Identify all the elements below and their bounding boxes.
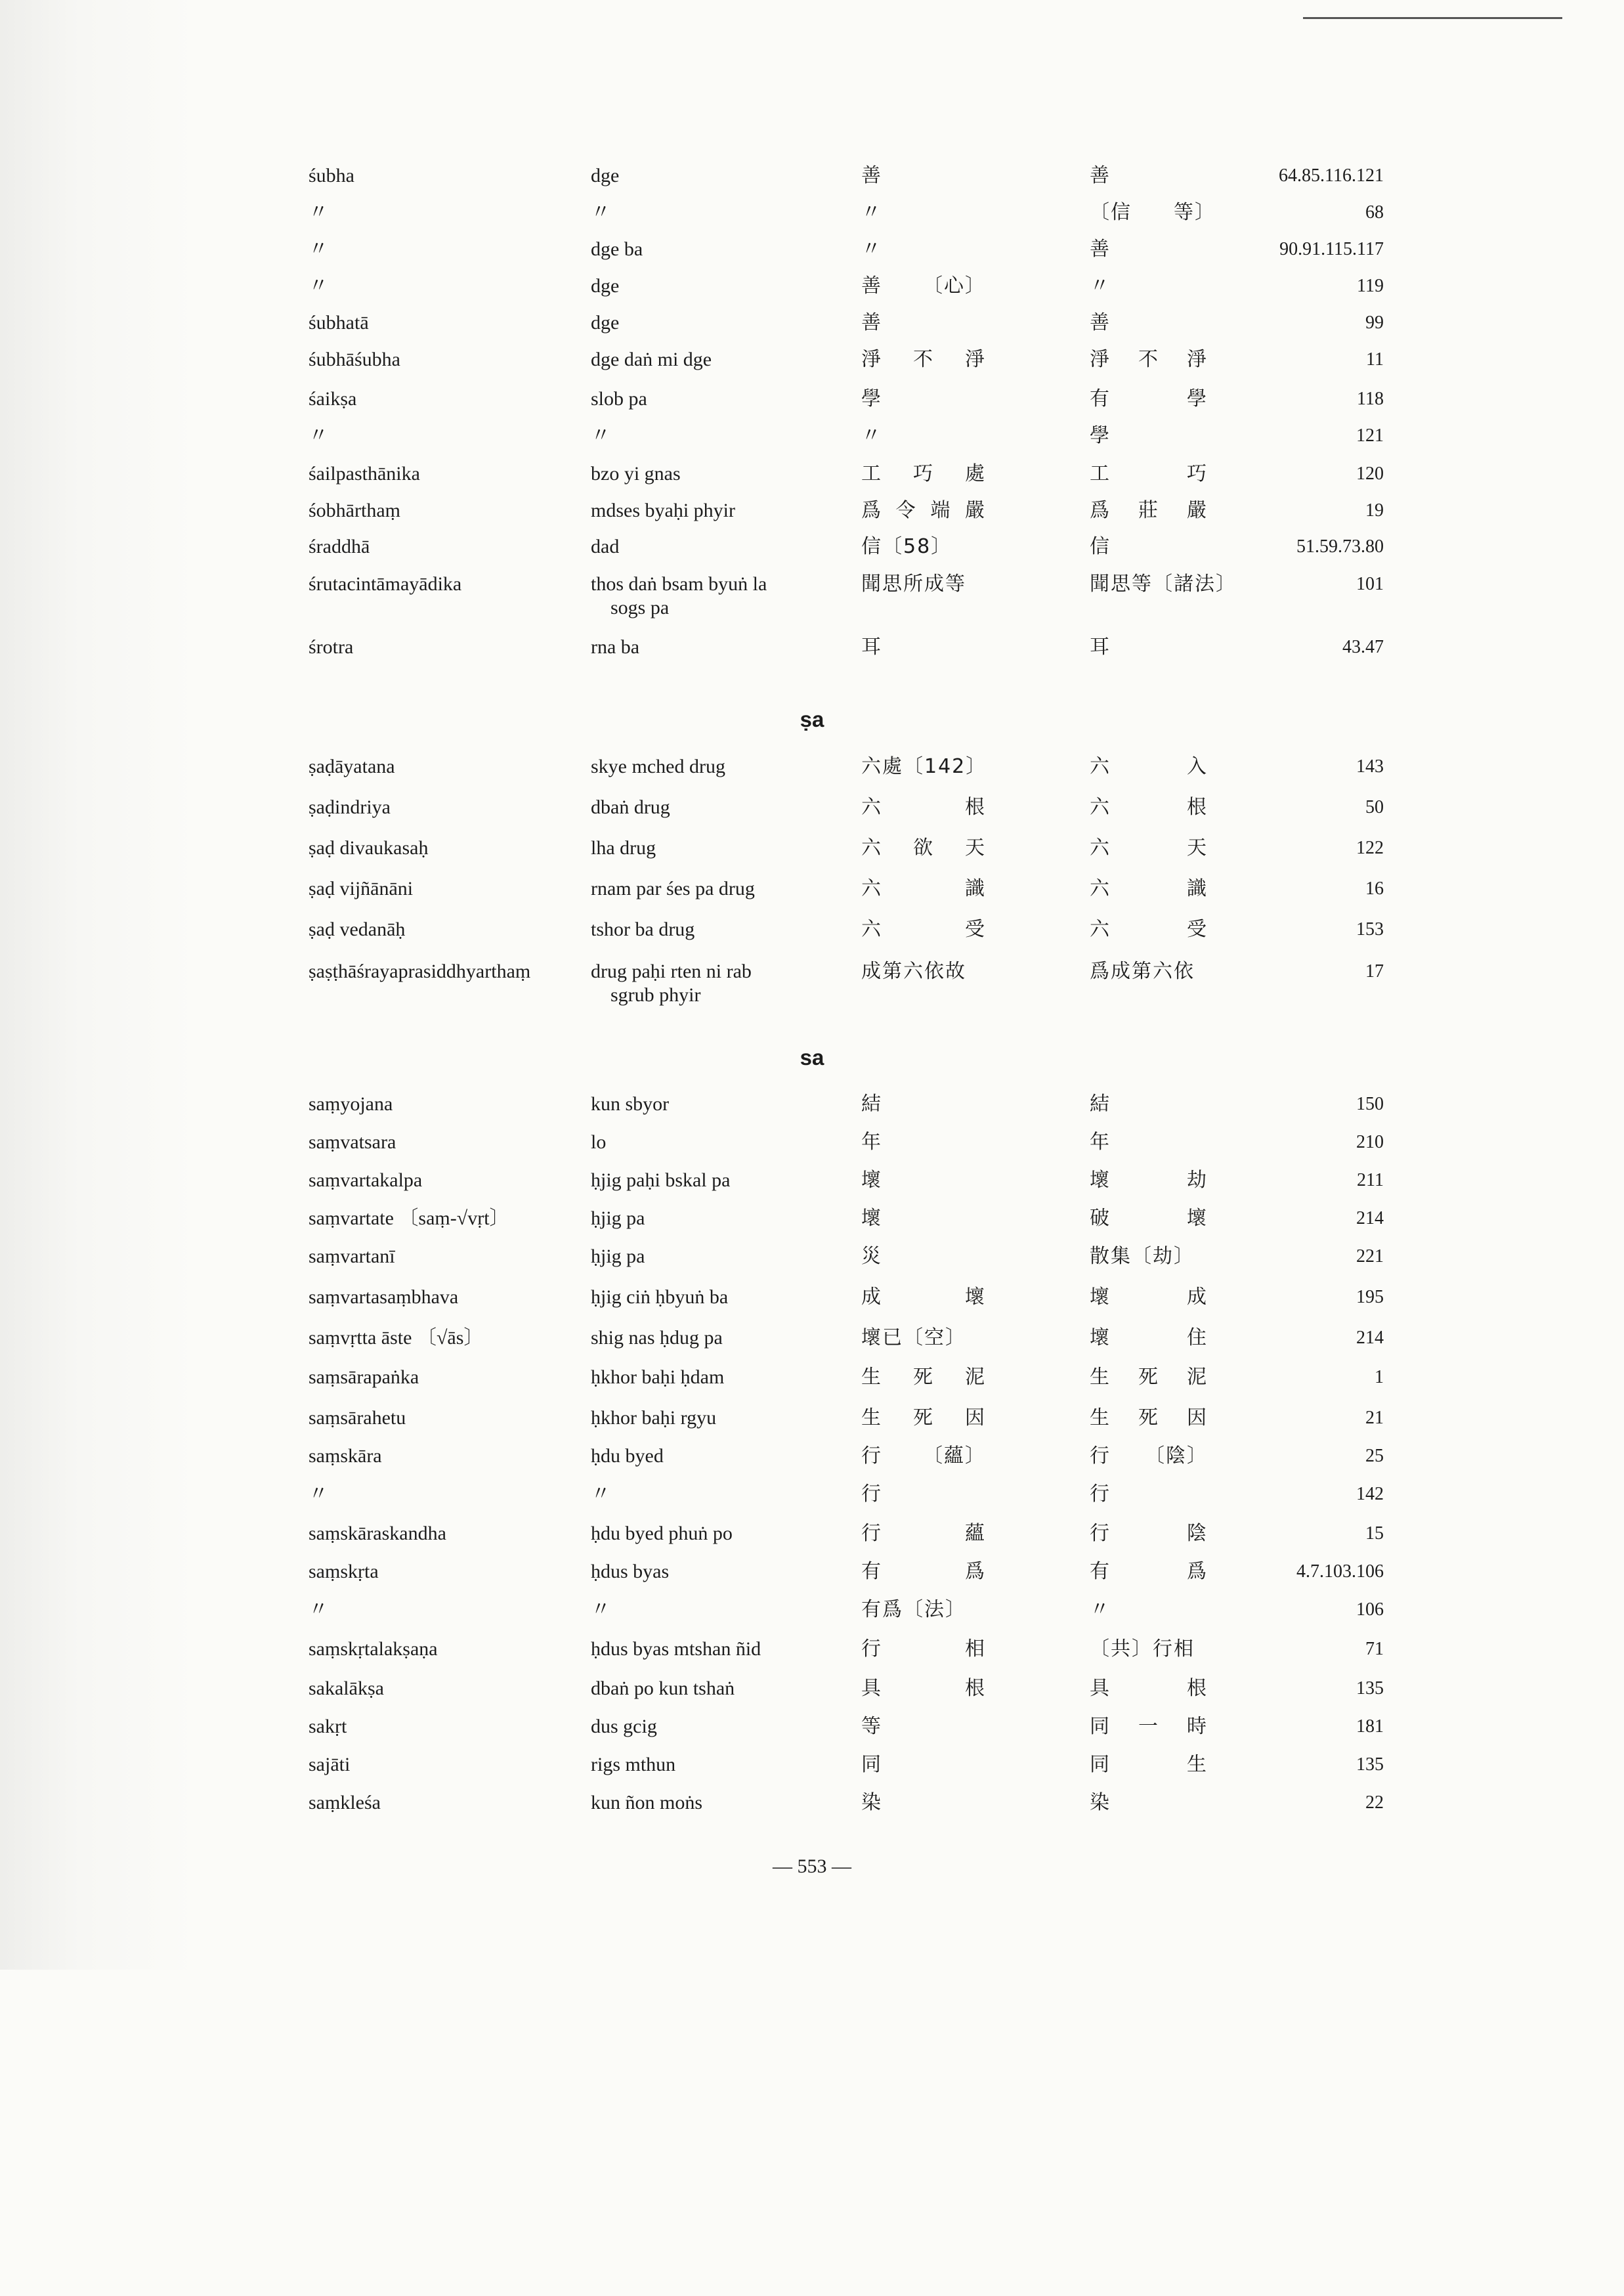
tibetan-term bbox=[591, 1598, 610, 1622]
verse-reference: 210 bbox=[1356, 1132, 1384, 1152]
tibetan-line: rna ba bbox=[591, 636, 640, 658]
chinese-translation-1: 〃 bbox=[861, 201, 882, 224]
top-rule bbox=[1303, 17, 1562, 19]
tibetan-line: ḥkhor baḥi ḥdam bbox=[591, 1366, 725, 1388]
sanskrit-term: śubha bbox=[309, 165, 354, 186]
chinese-translation-2: 壞 劫 bbox=[1090, 1169, 1208, 1192]
chinese-translation-2: 學 bbox=[1090, 424, 1111, 447]
sanskrit-term: 〃 bbox=[309, 1483, 328, 1505]
tibetan-line: ḥdu byed bbox=[591, 1445, 664, 1467]
chinese-translation-2: 爲 莊 嚴 bbox=[1090, 499, 1208, 522]
chinese-translation-1: 生 死 泥 bbox=[861, 1366, 986, 1389]
chinese-translation-2: 〔共〕行相 bbox=[1090, 1637, 1195, 1660]
verse-reference: 195 bbox=[1356, 1287, 1384, 1307]
verse-reference: 16 bbox=[1365, 878, 1384, 899]
sanskrit-term: 〃 bbox=[309, 238, 328, 260]
index-entry bbox=[0, 1677, 1624, 1714]
index-entry bbox=[0, 1522, 1624, 1559]
tibetan-term bbox=[591, 387, 647, 411]
chinese-translation-2: 〔信 等〕 bbox=[1090, 201, 1216, 224]
index-entry bbox=[0, 1791, 1624, 1828]
chinese-translation-2: 壞 成 bbox=[1090, 1286, 1208, 1309]
sanskrit-term: śraddhā bbox=[309, 536, 370, 557]
chinese-translation-2: 〃 bbox=[1090, 274, 1111, 297]
verse-reference: 101 bbox=[1356, 574, 1384, 594]
verse-reference: 71 bbox=[1365, 1639, 1384, 1659]
verse-reference: 21 bbox=[1365, 1408, 1384, 1428]
index-entry bbox=[0, 1131, 1624, 1167]
verse-reference: 64.85.116.121 bbox=[1279, 165, 1384, 186]
sanskrit-term: saṃskṛta bbox=[309, 1561, 379, 1582]
verse-reference: 214 bbox=[1356, 1208, 1384, 1228]
chinese-translation-1: 行 〔蘊〕 bbox=[861, 1444, 986, 1467]
tibetan-continuation: sogs pa bbox=[610, 597, 670, 618]
index-entry bbox=[0, 311, 1624, 348]
sanskrit-term: saṃvartakalpa bbox=[309, 1169, 423, 1191]
chinese-translation-2: 爲成第六依 bbox=[1090, 960, 1195, 983]
tibetan-line: ḥjig paḥi bskal pa bbox=[591, 1169, 731, 1191]
chinese-translation-1: 成第六依故 bbox=[861, 960, 966, 983]
section-heading: ṣa bbox=[800, 707, 824, 731]
sanskrit-term: saṃvartate 〔saṃ-√vṛt〕 bbox=[309, 1207, 509, 1229]
index-entry bbox=[0, 1560, 1624, 1597]
chinese-translation-2: 行 bbox=[1090, 1483, 1111, 1505]
verse-reference: 135 bbox=[1356, 1754, 1384, 1775]
tibetan-line: lha drug bbox=[591, 837, 656, 859]
chinese-translation-1: 〃 bbox=[861, 424, 882, 447]
chinese-translation-1: 染 bbox=[861, 1791, 882, 1814]
verse-reference: 214 bbox=[1356, 1328, 1384, 1348]
sanskrit-term: saṃvatsara bbox=[309, 1131, 396, 1153]
chinese-translation-1: 六 欲 天 bbox=[861, 836, 986, 859]
chinese-translation-2: 結 bbox=[1090, 1093, 1111, 1116]
chinese-translation-2: 具 根 bbox=[1090, 1677, 1208, 1700]
verse-reference: 22 bbox=[1365, 1792, 1384, 1813]
index-entry bbox=[0, 1093, 1624, 1129]
tibetan-line: tshor ba drug bbox=[591, 919, 695, 940]
index-entry bbox=[0, 755, 1624, 792]
sanskrit-term: 〃 bbox=[309, 425, 328, 446]
sanskrit-term: ṣaḍ vijñānāni bbox=[309, 878, 414, 899]
verse-reference: 150 bbox=[1356, 1094, 1384, 1114]
tibetan-line: rnam par śes pa drug bbox=[591, 878, 755, 899]
tibetan-term bbox=[591, 1131, 606, 1154]
tibetan-line: dbaṅ drug bbox=[591, 796, 670, 818]
tibetan-term bbox=[591, 274, 619, 298]
chinese-translation-1: 壞 bbox=[861, 1207, 882, 1230]
chinese-translation-1: 六 受 bbox=[861, 918, 986, 941]
tibetan-term bbox=[591, 1093, 669, 1116]
verse-reference: 99 bbox=[1365, 313, 1384, 333]
index-entry bbox=[0, 201, 1624, 238]
sanskrit-term: saṃskṛtalakṣaṇa bbox=[309, 1638, 438, 1660]
index-entry bbox=[0, 1444, 1624, 1481]
tibetan-line: shig nas ḥdug pa bbox=[591, 1327, 723, 1349]
sanskrit-term: saṃskāra bbox=[309, 1445, 382, 1467]
index-entry bbox=[0, 918, 1624, 955]
tibetan-line: ḥjig pa bbox=[591, 1245, 645, 1267]
sanskrit-term: śrutacintāmayādika bbox=[309, 573, 462, 595]
chinese-translation-2: 六 根 bbox=[1090, 796, 1208, 819]
sanskrit-term: 〃 bbox=[309, 275, 328, 297]
index-entry bbox=[0, 535, 1624, 572]
tibetan-line: dge ba bbox=[591, 238, 643, 260]
chinese-translation-2: 聞思等〔諸法〕 bbox=[1090, 573, 1237, 596]
index-entry bbox=[0, 1326, 1624, 1363]
verse-reference: 25 bbox=[1365, 1446, 1384, 1466]
sanskrit-term: sakṛt bbox=[309, 1716, 347, 1737]
chinese-translation-1: 聞思所成等 bbox=[861, 573, 966, 596]
page-number: 553 bbox=[797, 1855, 827, 1877]
tibetan-term bbox=[591, 238, 643, 261]
verse-reference: 211 bbox=[1357, 1170, 1384, 1190]
index-entry bbox=[0, 1406, 1624, 1443]
chinese-translation-1: 善 bbox=[861, 164, 882, 187]
verse-reference: 143 bbox=[1356, 756, 1384, 777]
index-entry bbox=[0, 836, 1624, 873]
index-entry bbox=[0, 1753, 1624, 1790]
tibetan-term bbox=[591, 348, 712, 372]
sanskrit-term: saṃsārahetu bbox=[309, 1407, 406, 1429]
tibetan-term bbox=[591, 918, 694, 942]
tibetan-line: slob pa bbox=[591, 388, 647, 410]
tibetan-line: drug paḥi rten ni rab bbox=[591, 961, 752, 982]
verse-reference: 11 bbox=[1366, 349, 1384, 370]
verse-reference: 121 bbox=[1356, 425, 1384, 446]
index-entry bbox=[0, 1598, 1624, 1635]
chinese-translation-2: 有 爲 bbox=[1090, 1560, 1208, 1583]
sanskrit-term: ṣaḍ divaukasaḥ bbox=[309, 837, 429, 859]
index-entry bbox=[0, 164, 1624, 201]
tibetan-term bbox=[591, 836, 656, 860]
index-entry bbox=[0, 348, 1624, 385]
index-entry bbox=[0, 238, 1624, 274]
tibetan-line: dus gcig bbox=[591, 1716, 657, 1737]
verse-reference: 221 bbox=[1356, 1246, 1384, 1267]
sanskrit-term: 〃 bbox=[309, 202, 328, 223]
chinese-translation-1: 災 bbox=[861, 1245, 882, 1268]
tibetan-line: kun ñon moṅs bbox=[591, 1792, 703, 1813]
chinese-translation-2: 行 〔陰〕 bbox=[1090, 1444, 1208, 1467]
chinese-translation-2: 〃 bbox=[1090, 1598, 1111, 1621]
tibetan-term bbox=[591, 636, 639, 659]
verse-reference: 90.91.115.117 bbox=[1279, 239, 1384, 259]
verse-reference: 153 bbox=[1356, 919, 1384, 940]
index-entry bbox=[0, 1286, 1624, 1322]
tibetan-line: ḥjig pa bbox=[591, 1207, 645, 1229]
verse-reference: 142 bbox=[1356, 1484, 1384, 1504]
tibetan-line: dge bbox=[591, 275, 620, 297]
tibetan-term bbox=[591, 1326, 723, 1350]
tibetan-term bbox=[591, 1522, 733, 1546]
index-entry bbox=[0, 877, 1624, 914]
verse-reference: 118 bbox=[1357, 389, 1384, 409]
chinese-translation-1: 善 bbox=[861, 311, 882, 334]
chinese-translation-2: 信 bbox=[1090, 535, 1111, 558]
verse-reference: 51.59.73.80 bbox=[1296, 536, 1384, 557]
sanskrit-term: ṣaḍāyatana bbox=[309, 756, 395, 777]
tibetan-line: lo bbox=[591, 1131, 607, 1153]
chinese-translation-1: 生 死 因 bbox=[861, 1406, 986, 1429]
chinese-translation-2: 年 bbox=[1090, 1131, 1111, 1154]
chinese-translation-2: 善 bbox=[1090, 164, 1111, 187]
tibetan-line: 〃 bbox=[591, 1483, 610, 1505]
chinese-translation-1: 同 bbox=[861, 1753, 882, 1776]
tibetan-term bbox=[591, 462, 681, 486]
verse-reference: 119 bbox=[1357, 276, 1384, 296]
chinese-translation-1: 信〔58〕 bbox=[861, 535, 952, 558]
sanskrit-term: sakalākṣa bbox=[309, 1678, 384, 1699]
sanskrit-term: śubhāśubha bbox=[309, 349, 400, 370]
chinese-translation-1: 淨 不 淨 bbox=[861, 348, 986, 371]
sanskrit-term: śobhārthaṃ bbox=[309, 500, 400, 521]
tibetan-line: dbaṅ po kun tshaṅ bbox=[591, 1678, 735, 1699]
sanskrit-term: saṃvartanī bbox=[309, 1245, 395, 1267]
tibetan-line: ḥdu byed phuṅ po bbox=[591, 1523, 733, 1544]
chinese-translation-2: 同 一 時 bbox=[1090, 1715, 1208, 1738]
section-heading: sa bbox=[800, 1045, 824, 1070]
sanskrit-term: saṃyojana bbox=[309, 1093, 393, 1115]
chinese-translation-1: 行 bbox=[861, 1483, 882, 1505]
tibetan-term bbox=[591, 573, 767, 620]
sanskrit-term: śailpasthānika bbox=[309, 463, 420, 485]
sanskrit-term: sajāti bbox=[309, 1754, 351, 1775]
index-entry bbox=[0, 1207, 1624, 1244]
chinese-translation-1: 爲 令 端 嚴 bbox=[861, 499, 986, 522]
sanskrit-term: śaikṣa bbox=[309, 388, 357, 410]
tibetan-line: kun sbyor bbox=[591, 1093, 670, 1115]
tibetan-line: 〃 bbox=[591, 202, 610, 223]
tibetan-term bbox=[591, 1169, 730, 1192]
tibetan-term bbox=[591, 1286, 728, 1309]
chinese-translation-1: 等 bbox=[861, 1715, 882, 1738]
tibetan-term bbox=[591, 1637, 761, 1661]
index-entry bbox=[0, 462, 1624, 499]
tibetan-term bbox=[591, 1406, 716, 1430]
chinese-translation-2: 同 生 bbox=[1090, 1753, 1208, 1776]
index-entry bbox=[0, 636, 1624, 672]
verse-reference: 135 bbox=[1356, 1678, 1384, 1699]
index-entry bbox=[0, 387, 1624, 424]
tibetan-line: ḥdus byas mtshan ñid bbox=[591, 1638, 761, 1660]
tibetan-term bbox=[591, 164, 619, 188]
tibetan-term bbox=[591, 960, 752, 1007]
index-entry bbox=[0, 1637, 1624, 1674]
chinese-translation-1: 六處〔142〕 bbox=[861, 755, 987, 778]
tibetan-term bbox=[591, 1715, 657, 1739]
tibetan-line: mdses byaḥi phyir bbox=[591, 500, 735, 521]
page-footer: — 553 — bbox=[773, 1855, 851, 1877]
tibetan-line: ḥjig ciṅ ḥbyuṅ ba bbox=[591, 1286, 729, 1308]
chinese-translation-1: 結 bbox=[861, 1093, 882, 1116]
chinese-translation-2: 六 入 bbox=[1090, 755, 1208, 778]
tibetan-line: ḥdus byas bbox=[591, 1561, 670, 1582]
chinese-translation-1: 年 bbox=[861, 1131, 882, 1154]
verse-reference: 4.7.103.106 bbox=[1296, 1561, 1384, 1582]
verse-reference: 120 bbox=[1356, 464, 1384, 484]
index-entry bbox=[0, 796, 1624, 833]
sanskrit-term: śubhatā bbox=[309, 312, 369, 334]
tibetan-line: dad bbox=[591, 536, 620, 557]
tibetan-term bbox=[591, 877, 755, 901]
tibetan-term bbox=[591, 796, 670, 819]
tibetan-line: 〃 bbox=[591, 425, 610, 446]
chinese-translation-2: 六 識 bbox=[1090, 877, 1208, 900]
chinese-translation-1: 具 根 bbox=[861, 1677, 986, 1700]
chinese-translation-2: 行 陰 bbox=[1090, 1522, 1208, 1545]
chinese-translation-2: 壞 住 bbox=[1090, 1326, 1208, 1349]
verse-reference: 17 bbox=[1365, 961, 1384, 982]
sanskrit-term: saṃskāraskandha bbox=[309, 1523, 446, 1544]
sanskrit-term: saṃsārapaṅka bbox=[309, 1366, 419, 1388]
chinese-translation-2: 善 bbox=[1090, 311, 1111, 334]
verse-reference: 122 bbox=[1356, 838, 1384, 858]
chinese-translation-2: 染 bbox=[1090, 1791, 1111, 1814]
index-entry bbox=[0, 1366, 1624, 1402]
tibetan-term bbox=[591, 1677, 735, 1700]
sanskrit-term: saṃvṛtta āste 〔√ās〕 bbox=[309, 1327, 484, 1349]
chinese-translation-1: 善 〔心〕 bbox=[861, 274, 986, 297]
tibetan-term bbox=[591, 201, 610, 225]
tibetan-line: dge daṅ mi dge bbox=[591, 349, 712, 370]
sanskrit-term: saṃkleśa bbox=[309, 1792, 381, 1813]
tibetan-term bbox=[591, 1560, 669, 1584]
index-entry bbox=[0, 1245, 1624, 1282]
chinese-translation-1: 六 根 bbox=[861, 796, 986, 819]
chinese-translation-2: 淨 不 淨 bbox=[1090, 348, 1208, 371]
chinese-translation-1: 耳 bbox=[861, 636, 882, 659]
sanskrit-term: śrotra bbox=[309, 636, 354, 658]
sanskrit-term: ṣaḍ vedanāḥ bbox=[309, 919, 406, 940]
index-entry bbox=[0, 1715, 1624, 1752]
tibetan-term bbox=[591, 1366, 724, 1389]
index-entry bbox=[0, 960, 1624, 1006]
chinese-translation-2: 六 受 bbox=[1090, 918, 1208, 941]
sanskrit-term: saṃvartasaṃbhava bbox=[309, 1286, 459, 1308]
chinese-translation-1: 工 巧 處 bbox=[861, 462, 986, 485]
verse-reference: 68 bbox=[1365, 202, 1384, 223]
chinese-translation-2: 善 bbox=[1090, 238, 1111, 261]
chinese-translation-1: 有 爲 bbox=[861, 1560, 986, 1583]
chinese-translation-1: 壞已〔空〕 bbox=[861, 1326, 966, 1349]
tibetan-term bbox=[591, 535, 619, 559]
tibetan-term bbox=[591, 424, 610, 448]
index-entry bbox=[0, 499, 1624, 536]
chinese-translation-2: 散集〔劫〕 bbox=[1090, 1245, 1195, 1268]
verse-reference: 50 bbox=[1365, 797, 1384, 817]
verse-reference: 15 bbox=[1365, 1523, 1384, 1544]
sanskrit-term: 〃 bbox=[309, 1599, 328, 1620]
tibetan-line: ḥkhor baḥi rgyu bbox=[591, 1407, 717, 1429]
tibetan-term bbox=[591, 499, 735, 523]
chinese-translation-1: 成 壞 bbox=[861, 1286, 986, 1309]
tibetan-term bbox=[591, 1483, 610, 1506]
tibetan-term bbox=[591, 755, 725, 779]
chinese-translation-2: 有 學 bbox=[1090, 387, 1208, 410]
chinese-translation-2: 生 死 因 bbox=[1090, 1406, 1208, 1429]
verse-reference: 181 bbox=[1356, 1716, 1384, 1737]
tibetan-line: bzo yi gnas bbox=[591, 463, 681, 485]
tibetan-line: dge bbox=[591, 312, 620, 334]
tibetan-line: skye mched drug bbox=[591, 756, 725, 777]
tibetan-term bbox=[591, 311, 619, 335]
sanskrit-term: ṣaṣṭhāśrayaprasiddhyarthaṃ bbox=[309, 961, 531, 982]
chinese-translation-1: 行 相 bbox=[861, 1637, 986, 1660]
chinese-translation-1: 六 識 bbox=[861, 877, 986, 900]
tibetan-term bbox=[591, 1245, 645, 1268]
chinese-translation-1: 〃 bbox=[861, 238, 882, 261]
tibetan-line: thos daṅ bsam byuṅ la bbox=[591, 573, 767, 595]
index-entry bbox=[0, 1169, 1624, 1205]
chinese-translation-1: 壞 bbox=[861, 1169, 882, 1192]
verse-reference: 19 bbox=[1365, 500, 1384, 521]
verse-reference: 43.47 bbox=[1342, 637, 1384, 657]
tibetan-term bbox=[591, 1207, 645, 1230]
chinese-translation-1: 行 蘊 bbox=[861, 1522, 986, 1545]
tibetan-line: dge bbox=[591, 165, 620, 186]
index-entry bbox=[0, 1483, 1624, 1519]
chinese-translation-2: 六 天 bbox=[1090, 836, 1208, 859]
tibetan-term bbox=[591, 1791, 702, 1815]
verse-reference: 106 bbox=[1356, 1599, 1384, 1620]
chinese-translation-2: 耳 bbox=[1090, 636, 1111, 659]
index-entry bbox=[0, 424, 1624, 461]
chinese-translation-1: 學 bbox=[861, 387, 882, 410]
tibetan-line: rigs mthun bbox=[591, 1754, 676, 1775]
chinese-translation-2: 破 壞 bbox=[1090, 1207, 1208, 1230]
tibetan-term bbox=[591, 1753, 675, 1777]
index-entry bbox=[0, 573, 1624, 618]
sanskrit-term: ṣaḍindriya bbox=[309, 796, 391, 818]
tibetan-continuation: sgrub phyir bbox=[610, 984, 701, 1006]
chinese-translation-2: 工 巧 bbox=[1090, 462, 1208, 485]
index-entry bbox=[0, 274, 1624, 311]
chinese-translation-2: 生 死 泥 bbox=[1090, 1366, 1208, 1389]
chinese-translation-1: 有爲〔法〕 bbox=[861, 1598, 966, 1621]
tibetan-term bbox=[591, 1444, 664, 1468]
verse-reference: 1 bbox=[1375, 1367, 1384, 1387]
tibetan-line: 〃 bbox=[591, 1599, 610, 1620]
